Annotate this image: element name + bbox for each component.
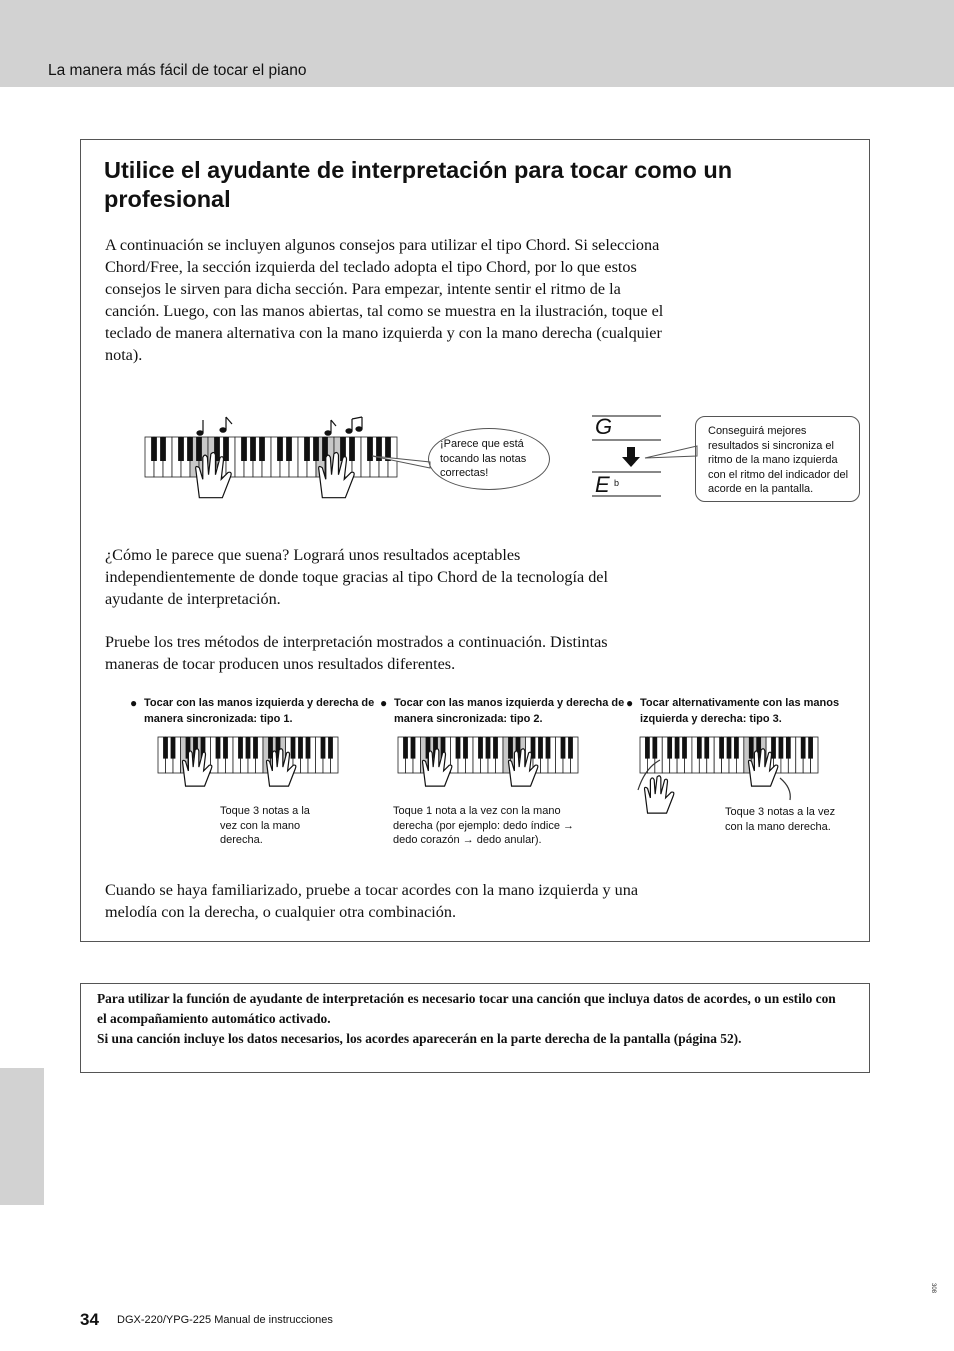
chord-bottom-flat: b <box>614 478 620 488</box>
bubble-right-text: Conseguirá mejores resultados si sincroniza el ritmo de la mano izquierda con el ritmo del indicador del acorde en la pantalla. <box>708 425 849 495</box>
black-key <box>411 737 416 759</box>
black-key <box>561 737 566 759</box>
method-2-caption: Toque 1 nota a la vez con la mano derecha (por ejemplo: dedo índice → dedo corazón → dedo anular). <box>393 805 574 846</box>
black-key <box>486 737 491 759</box>
black-key <box>734 737 739 759</box>
manual-title: DGX-220/YPG-225 Manual de instrucciones <box>117 1314 333 1326</box>
intro-paragraph: A continuación se incluyen algunos consejos para utilizar el tipo Chord. Si selecciona Chord/Free, la sección izquierda del teclado adopta el tipo Chord, por lo que estos consejos le sirven para dicha sección. Para empezar, intente sentir el ritmo de la canción. Luego, con las manos abiertas, tal como se muestra en la ilustración, toque el teclado de manera alternativa con la mano izquierda y con la mano derecha (cualquier nota). <box>105 236 664 364</box>
black-key <box>223 437 229 461</box>
black-key <box>675 737 680 759</box>
closing-paragraph: Cuando se haya familiarizado, pruebe a tocar acordes con la mano izquierda y una melodía con la derecha, o cualquier otra combinación. <box>105 881 639 921</box>
paragraph-3: Pruebe los tres métodos de interpretación mostrados a continuación. Distintas maneras de tocar producen unos resultados diferentes. <box>105 633 608 673</box>
black-key <box>463 737 468 759</box>
black-key <box>697 737 702 759</box>
black-key <box>478 737 483 759</box>
black-key <box>163 737 168 759</box>
speech-bubble-left <box>428 428 550 490</box>
black-key <box>160 437 166 461</box>
black-key <box>196 437 202 461</box>
black-key <box>645 737 650 759</box>
paragraph-2: ¿Cómo le parece que suena? Logrará unos resultados aceptables independientemente de donde toque gracias al tipo Chord de la tecnología del ayudante de interpretación. <box>105 546 608 608</box>
motion-arrow-icon <box>780 778 790 800</box>
bullet-icon: ● <box>380 696 388 710</box>
black-key <box>304 437 310 461</box>
black-key <box>238 737 243 759</box>
black-key <box>808 737 813 759</box>
hand-icon <box>645 776 674 813</box>
black-key <box>727 737 732 759</box>
black-key <box>568 737 573 759</box>
black-key <box>277 437 283 461</box>
black-key <box>546 737 551 759</box>
black-key <box>667 737 672 759</box>
black-key <box>682 737 687 759</box>
black-key <box>313 437 319 461</box>
black-key <box>216 737 221 759</box>
black-key <box>652 737 657 759</box>
black-key <box>704 737 709 759</box>
bubble-tail-right <box>645 446 697 458</box>
black-key <box>253 737 258 759</box>
black-key <box>719 737 724 759</box>
keyboard-illustration-main <box>145 437 397 498</box>
black-key <box>493 737 498 759</box>
method-2-heading: ● Tocar con las manos izquierda y derecha de manera sincronizada: tipo 2. <box>380 696 625 725</box>
black-key <box>241 437 247 461</box>
black-key <box>456 737 461 759</box>
method-1-caption: Toque 3 notas a la vez con la mano derecha. <box>220 805 310 846</box>
method-3-heading: ● Tocar alternativamente con las manos izquierda y derecha: tipo 3. <box>626 696 840 725</box>
black-key <box>171 737 176 759</box>
black-key <box>349 437 355 461</box>
black-key <box>367 437 373 461</box>
black-key <box>786 737 791 759</box>
note-line-2: Si una canción incluye los datos necesarios, los acordes aparecerán en la parte derecha de la pantalla (página 52). <box>97 1030 742 1046</box>
black-key <box>403 737 408 759</box>
black-key <box>178 437 184 461</box>
chord-bottom: E <box>595 472 610 497</box>
black-key <box>246 737 251 759</box>
page-title: Utilice el ayudante de interpretación para tocar como un profesional <box>104 157 733 212</box>
chord-top: G <box>595 414 613 439</box>
black-key <box>187 437 193 461</box>
keyboard-illustration-type1 <box>158 737 338 786</box>
note-line-1: Para utilizar la función de ayudante de interpretación es necesario tocar una canción que incluya datos de acordes, o un estilo con el acompañamiento automático activado. <box>97 991 836 1026</box>
bullet-icon: ● <box>130 696 138 710</box>
method-1-heading: ● Tocar con las manos izquierda y derecha de manera sincronizada: tipo 1. <box>130 696 375 725</box>
black-key <box>801 737 806 759</box>
arrow-down-icon <box>622 447 640 467</box>
bubble-left-text: ¡Parece que está tocando las notas correctas! <box>440 438 527 479</box>
black-key <box>250 437 256 461</box>
black-key <box>779 737 784 759</box>
keyboard-illustration-type3 <box>638 737 818 813</box>
note-text <box>97 989 847 1048</box>
section-title: La manera más fácil de tocar el piano <box>48 62 307 79</box>
black-key <box>291 737 296 759</box>
black-key <box>321 737 326 759</box>
music-notes-icon <box>197 417 362 435</box>
black-key <box>286 437 292 461</box>
black-key <box>508 737 513 759</box>
black-key <box>328 737 333 759</box>
bullet-icon: ● <box>626 696 634 710</box>
black-key <box>259 437 265 461</box>
black-key <box>298 737 303 759</box>
black-key <box>306 737 311 759</box>
black-key <box>749 737 754 759</box>
speech-bubble-right <box>695 416 860 502</box>
black-key <box>538 737 543 759</box>
black-key <box>151 437 157 461</box>
page-number: 34 <box>80 1310 99 1329</box>
method-3-caption: Toque 3 notas a la vez con la mano derecha. <box>725 806 836 833</box>
black-key <box>223 737 228 759</box>
keyboard-illustration-type2 <box>398 737 578 786</box>
page-code: 308 <box>930 1283 936 1294</box>
